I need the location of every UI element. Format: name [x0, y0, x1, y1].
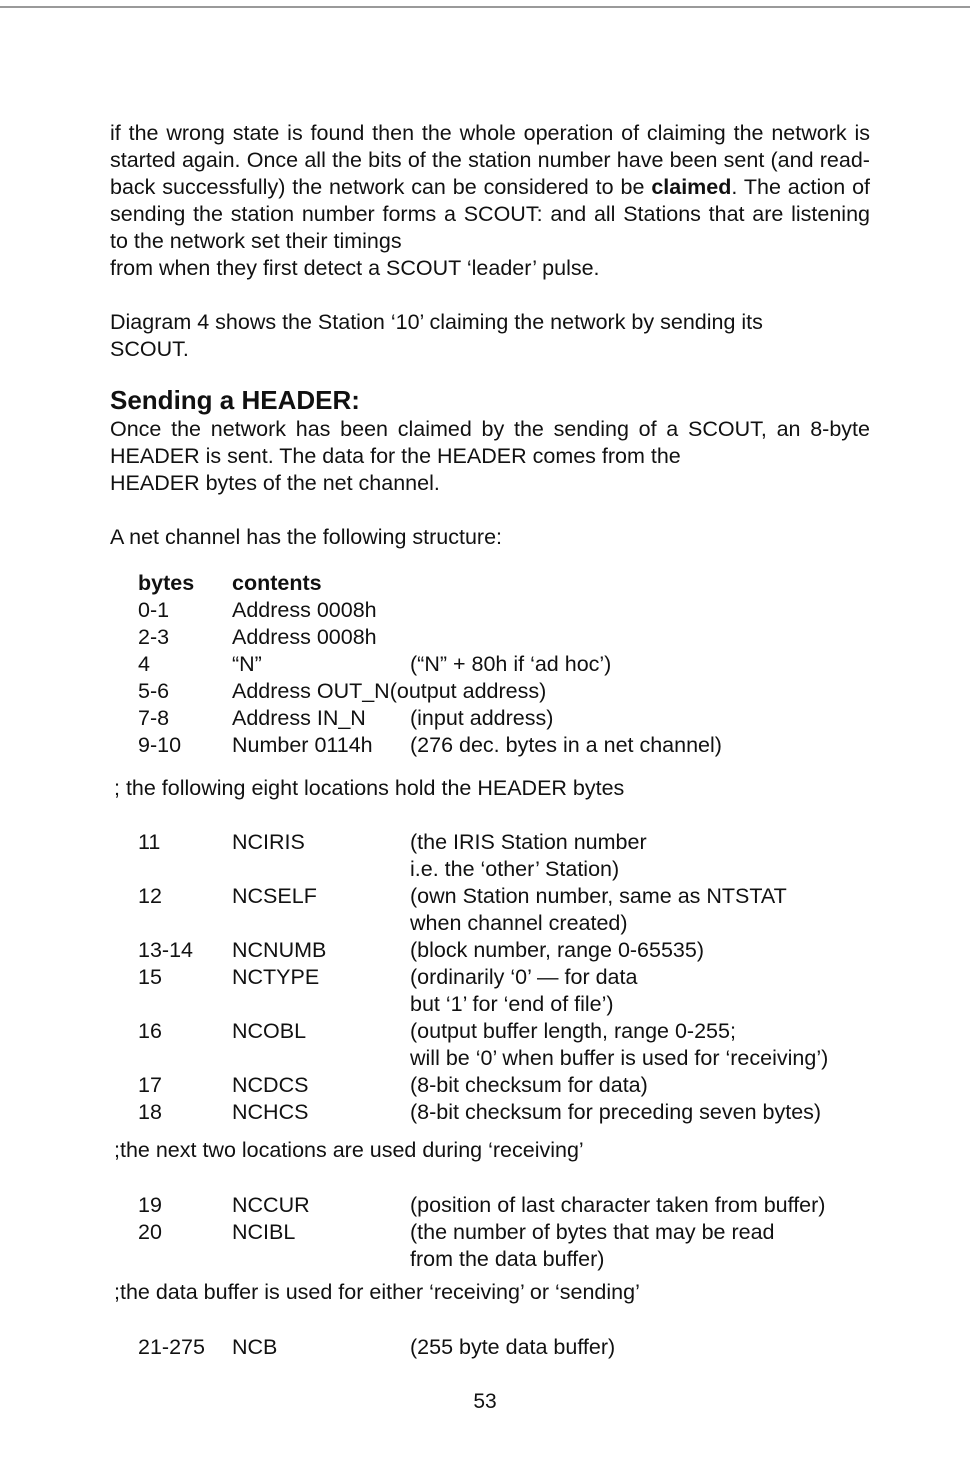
row-num: 20: [138, 1220, 162, 1244]
col-contents-header: contents: [232, 571, 322, 595]
claimed-term: claimed: [651, 175, 732, 199]
note-data-buffer: ;the data buffer is used for either ‘receiving’ or ‘sending’: [114, 1280, 640, 1304]
para3-line3: HEADER bytes of the net channel.: [110, 471, 440, 495]
row-desc-cont: will be ‘0’ when buffer is used for ‘receiving’): [410, 1046, 829, 1070]
row-desc: (position of last character taken from buffer): [410, 1193, 826, 1217]
row-name: NCSELF: [232, 884, 317, 908]
row-note: (input address): [410, 706, 554, 730]
row-note: (276 dec. bytes in a net channel): [410, 733, 722, 757]
row-desc: (8-bit checksum for preceding seven bytes): [410, 1100, 822, 1124]
row-name: NCTYPE: [232, 965, 320, 989]
row-contents: Address OUT_N(output address): [232, 679, 547, 703]
top-rule: [0, 6, 970, 8]
note-header-bytes: ; the following eight locations hold the HEADER bytes: [114, 776, 625, 800]
para3-line1: Once the network has been claimed by the sending of a SCOUT, an: [110, 417, 801, 441]
row-name: NCB: [232, 1335, 278, 1359]
row-bytes: 9-10: [138, 733, 182, 757]
row-bytes: 2-3: [138, 625, 170, 649]
row-name: NCNUMB: [232, 938, 327, 962]
row-name: NCIRIS: [232, 830, 305, 854]
page-number: 53: [473, 1390, 497, 1413]
row-desc-cont: but ‘1’ for ‘end of file’): [410, 992, 614, 1016]
row-desc: (block number, range 0-65535): [410, 938, 705, 962]
row-desc-cont: i.e. the ‘other’ Station): [410, 857, 620, 881]
row-desc: (the number of bytes that may be read: [410, 1220, 775, 1244]
paragraph-structure: A net channel has the following structure:: [110, 525, 503, 549]
row-num: 11: [138, 830, 161, 854]
row-desc: (8-bit checksum for data): [410, 1073, 648, 1097]
row-bytes: 0-1: [138, 598, 170, 622]
row-desc: (255 byte data buffer): [410, 1335, 616, 1359]
paragraph-diagram: [110, 309, 870, 363]
para1-line1: if the wrong state is found then the whole operation of claiming the: [110, 121, 764, 145]
para1-line3: been sent (and read-back successfully) the network can be considered: [110, 148, 870, 199]
row-desc: (own Station number, same as NTSTAT: [410, 884, 787, 908]
row-num: 21-275: [138, 1335, 205, 1359]
row-name: NCDCS: [232, 1073, 309, 1097]
row-desc-cont: when channel created): [410, 911, 628, 935]
row-contents: Address 0008h: [232, 625, 377, 649]
row-name: NCIBL: [232, 1220, 296, 1244]
para3-line2: 8-byte HEADER is sent. The data for the HEADER comes from the: [110, 417, 870, 468]
section-heading: Sending a HEADER:: [110, 385, 360, 415]
row-bytes: 5-6: [138, 679, 170, 703]
paragraph-claiming: [110, 120, 870, 282]
para1-line4c: . The action of sending the station number forms a: [110, 175, 871, 226]
row-name: NCHCS: [232, 1100, 309, 1124]
col-bytes-header: bytes: [138, 571, 195, 595]
para2-line2: SCOUT.: [110, 337, 189, 361]
row-note: (“N” + 80h if ‘ad hoc’): [410, 652, 612, 676]
row-name: NCOBL: [232, 1019, 307, 1043]
para2-line1: Diagram 4 shows the Station ‘10’ claiming the network by sending its: [110, 310, 763, 334]
row-num: 15: [138, 965, 162, 989]
row-contents: Address IN_N: [232, 706, 366, 730]
para1-line2: network is started again. Once all the bits of the station number have: [110, 121, 870, 172]
row-num: 12: [138, 884, 162, 908]
note-receiving: ;the next two locations are used during ‘receiving’: [114, 1138, 584, 1162]
row-desc: (output buffer length, range 0-255;: [410, 1019, 736, 1043]
row-num: 13-14: [138, 938, 193, 962]
para1-line5: SCOUT: and all Stations that are listening to the network set their timings: [110, 202, 870, 253]
row-bytes: 7-8: [138, 706, 170, 730]
row-num: 18: [138, 1100, 162, 1124]
para1-line6: from when they first detect a SCOUT ‘leader’ pulse.: [110, 256, 600, 280]
row-bytes: 4: [138, 652, 150, 676]
row-contents: Address 0008h: [232, 598, 377, 622]
row-desc: (the IRIS Station number: [410, 830, 647, 854]
row-desc: (ordinarily ‘0’ — for data: [410, 965, 638, 989]
paragraph-header: [110, 416, 870, 497]
row-name: NCCUR: [232, 1193, 310, 1217]
row-num: 19: [138, 1193, 162, 1217]
para1-line4a: to be: [595, 175, 652, 199]
row-desc-cont: from the data buffer): [410, 1247, 605, 1271]
row-contents: Number 0114h: [232, 733, 373, 757]
row-num: 16: [138, 1019, 162, 1043]
row-contents: “N”: [232, 652, 262, 676]
row-num: 17: [138, 1073, 162, 1097]
